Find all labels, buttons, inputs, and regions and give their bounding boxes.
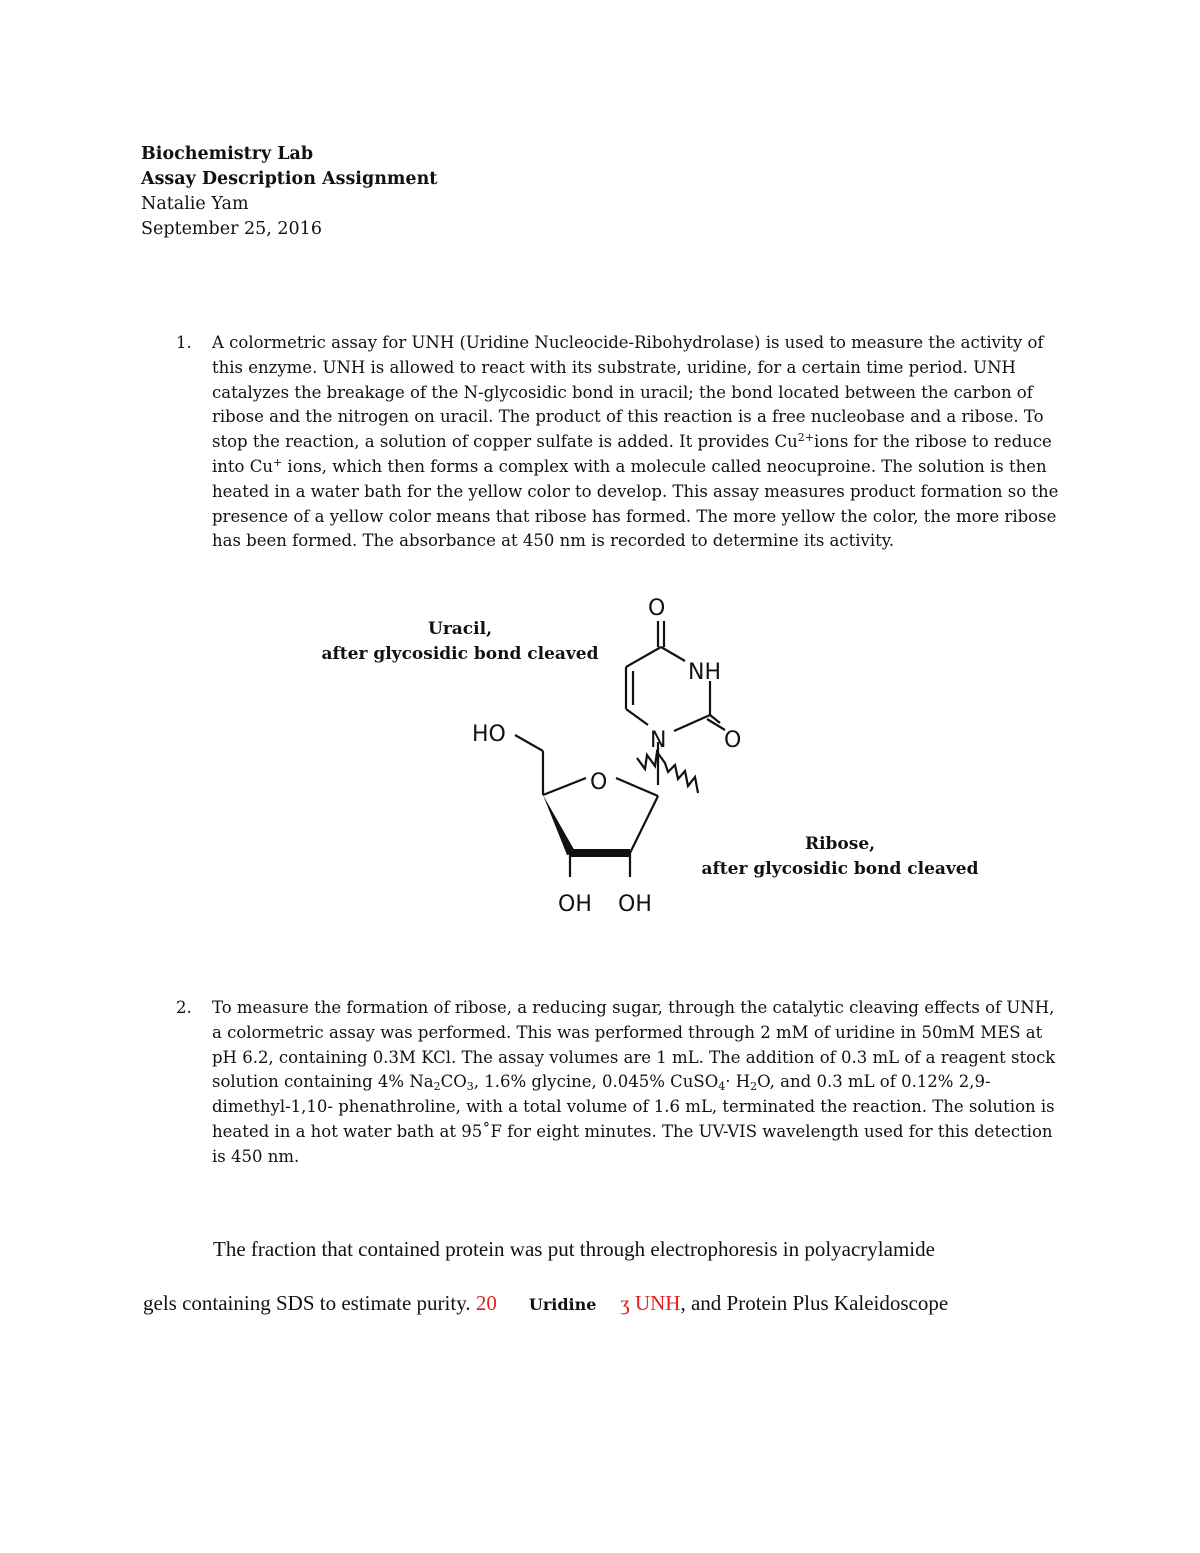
subscript-3: 4 [718, 1080, 726, 1094]
uracil-label-line-2: after glycosidic bond cleaved [321, 644, 599, 664]
item-1-text-a: A colormetric assay for UNH (Uridine Nucleocide-Ribohydrolase) is used to measure the activity of this enzyme. UNH is allowed to react with its substrate, uridine, for a certain time period. UNH catalyzes the breakage of the N-glycosidic bond in uracil; the bond located between the carbon of ribose and the nitrogen on uracil. The product of this reaction is a free nucleobase and a ribose. To stop the reaction, a solution of copper sulfate is added. It provides Cu [212, 333, 1044, 452]
list-number-2: 2. [176, 998, 192, 1017]
item-2-text-c: , 1.6% glycine, 0.045% CuSO [473, 1072, 719, 1092]
uridine-bold-label: Uridine [528, 1295, 597, 1314]
item-1-text-c: ions, which then forms a complex with a molecule called neocuproine. The solution is then heated in a water bath for the yellow color to develop. This assay measures product formation so the presence of a yellow color means that ribose has formed. The more yellow the color, the more ribose has been formed. The absorbance at 450 nm is recorded to determine its activity. [212, 456, 1059, 551]
list-number-1: 1. [176, 333, 192, 352]
atom-O-carbonyl-right: O [724, 728, 742, 753]
red-unh-text: ʒ UNH [620, 1291, 681, 1315]
atom-OH-left: OH [558, 892, 592, 917]
course-title: Biochemistry Lab [141, 144, 314, 164]
subscript-4: 2 [750, 1080, 758, 1094]
list-item-1 [141, 331, 1066, 554]
atom-O-ring: O [590, 770, 608, 795]
atom-OH-right: OH [618, 892, 652, 917]
uracil-ring-bonds [626, 621, 725, 785]
assignment-title: Assay Description Assignment [141, 169, 438, 189]
uridine-structure-diagram [300, 585, 1000, 925]
subscript-2: 3 [466, 1080, 474, 1094]
item-2-text [212, 996, 1066, 1170]
ribose-label [680, 832, 1000, 882]
p3-line2-end: , and Protein Plus Kaleidoscope [680, 1291, 949, 1315]
item-2-text-d: · H [725, 1072, 751, 1092]
atom-HO: HO [472, 722, 506, 747]
atom-O-carbonyl-top: O [648, 596, 666, 621]
item-2-text-a: To measure the formation of ribose, a reducing sugar, through the catalytic cleaving effects of UNH, a colormetric assay was performed. This was performed through 2 mM of uridine in 50mM MES at pH 6.2, containing 0.3M KCl. The assay volumes are 1 mL. The addition of 0.3 mL of a reagent stock solution containing 4% Na [212, 998, 1056, 1092]
item-2-text-e: O, and 0.3 mL of 0.12% 2,9-dimethyl-1,10- phenathroline, with a total volume of 1.6 mL, terminated the reaction. The solution is heated in a hot water bath at 95˚F for eight minutes. The UV-VIS wavelength used for this detection is 450 nm. [212, 1072, 1055, 1166]
ribose-bold-bond [570, 849, 630, 857]
ribose-wedge-left [543, 795, 576, 855]
p3-line2-start: gels containing SDS to estimate purity. [143, 1291, 476, 1315]
ribose-label-line-2: after glycosidic bond cleaved [701, 859, 979, 879]
paragraph-3-line-2 [143, 1291, 948, 1316]
ribose-label-line-1: Ribose, [804, 834, 876, 854]
item-1-text [212, 331, 1066, 554]
document-header [141, 142, 437, 242]
uracil-label [300, 617, 620, 667]
paragraph-3-line-1: The fraction that contained protein was put through electrophoresis in polyacrylamide [213, 1237, 935, 1261]
item-1-text-b: ions for the ribose to reduce into Cu [212, 432, 1052, 476]
subscript-1: 2 [433, 1080, 441, 1094]
red-number: 20 [475, 1291, 497, 1315]
atom-N: N [650, 728, 667, 753]
atom-NH: NH [688, 660, 721, 685]
list-item-2 [141, 996, 1066, 1170]
author-name: Natalie Yam [141, 194, 249, 214]
document-date: September 25, 2016 [141, 219, 322, 239]
item-2-text-b: CO [440, 1072, 467, 1092]
superscript-plus: + [272, 455, 283, 469]
cleavage-wavy-line [637, 752, 698, 793]
uracil-label-line-1: Uracil, [428, 619, 492, 639]
superscript-2plus: 2+ [797, 431, 814, 445]
